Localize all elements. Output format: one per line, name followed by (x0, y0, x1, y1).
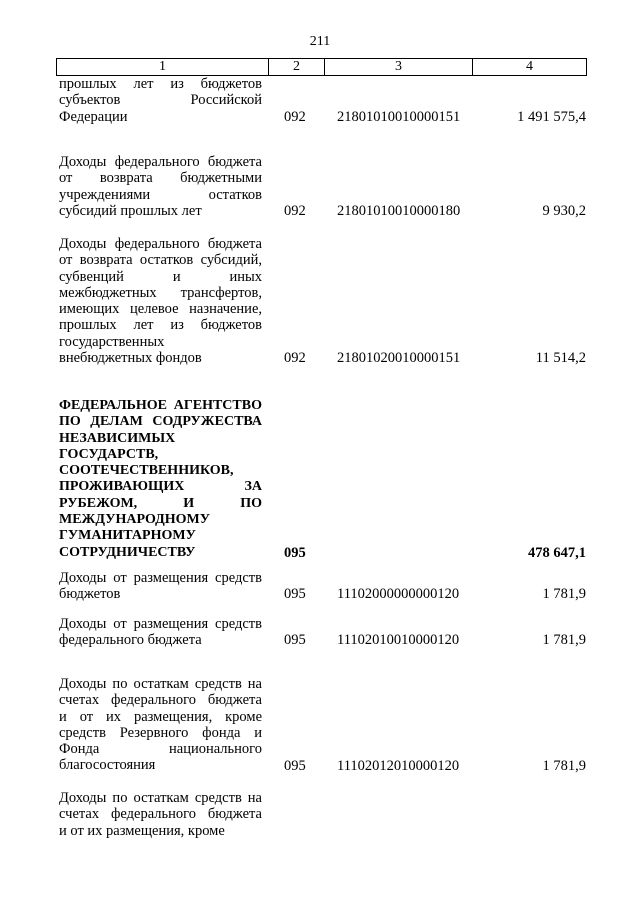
description-line: ПО ДЕЛАМ СОДРУЖЕСТВА (59, 414, 262, 430)
admin-code: 095 (284, 544, 306, 561)
budget-classification-code: 21801020010000151 (337, 350, 461, 367)
budget-classification-code: 11102012010000120 (337, 757, 460, 774)
description-line: субвенций и иных (59, 268, 262, 285)
description-line: Доходы по остаткам средств на (59, 790, 262, 806)
description-line: Доходы федерального бюджета (59, 154, 262, 170)
description-line: прошлых лет из бюджетов (59, 317, 262, 334)
column-header-2: 2 (269, 59, 325, 76)
admin-code: 092 (284, 108, 306, 125)
admin-code: 092 (284, 350, 306, 367)
amount-value: 1 781,9 (542, 586, 586, 603)
row-description (59, 76, 262, 125)
budget-classification-code: 21801010010000180 (337, 202, 461, 219)
budget-classification-code: 11102000000000120 (337, 586, 460, 603)
budget-classification-code: 11102010010000120 (337, 632, 460, 649)
admin-code: 092 (284, 202, 306, 219)
amount-value: 478 647,1 (528, 544, 586, 561)
description-line: прошлых лет из бюджетов (59, 76, 262, 92)
description-line: Доходы по остаткам средств на (59, 676, 262, 692)
row-description (59, 236, 262, 366)
description-line: Доходы от размещения средств (59, 570, 262, 586)
amount-value: 11 514,2 (535, 350, 586, 367)
description-line: от возврата остатков субсидий, (59, 252, 262, 269)
amount-value: 1 781,9 (542, 632, 586, 649)
description-line: благосостояния (59, 757, 156, 774)
budget-classification-code: 21801010010000151 (337, 108, 461, 125)
column-header-3: 3 (325, 59, 473, 76)
description-line: государственных (59, 333, 165, 350)
amount-value: 1 491 575,4 (517, 108, 586, 125)
description-line: внебюджетных фондов (59, 350, 202, 367)
admin-code: 095 (284, 586, 306, 603)
description-line: учреждениями остатков (59, 186, 262, 203)
description-line: счетах федерального бюджета (59, 806, 262, 823)
row-description (59, 570, 262, 603)
description-line: ФЕДЕРАЛЬНОЕ АГЕНТСТВО (59, 398, 262, 413)
description-line: от возврата бюджетными (59, 170, 262, 187)
description-line: Федерации (59, 108, 128, 125)
description-line: ГУМАНИТАРНОМУ (59, 528, 196, 544)
description-line: СООТЕЧЕСТВЕННИКОВ, (59, 463, 234, 479)
column-header-1: 1 (57, 59, 269, 76)
row-description (59, 154, 262, 219)
description-line: и от их размещения, кроме (59, 708, 262, 725)
description-line: Доходы от размещения средств (59, 616, 262, 632)
description-line: МЕЖДУНАРОДНОМУ (59, 512, 211, 528)
amount-value: 9 930,2 (542, 202, 586, 219)
admin-code: 095 (284, 632, 306, 649)
description-line: межбюджетных трансфертов, (59, 284, 262, 301)
description-line: имеющих целевое назначение, (59, 301, 262, 318)
description-line: счетах федерального бюджета (59, 692, 262, 709)
description-line: и от их размещения, кроме (59, 822, 225, 839)
column-header-4: 4 (473, 59, 587, 76)
description-line: бюджетов (59, 586, 121, 603)
description-line: субсидий прошлых лет (59, 202, 202, 219)
description-line: Фонда национального (59, 741, 262, 758)
description-line: СОТРУДНИЧЕСТВУ (59, 544, 196, 560)
description-line: федерального бюджета (59, 632, 202, 649)
amount-value: 1 781,9 (542, 757, 586, 774)
description-line: НЕЗАВИСИМЫХ (59, 430, 176, 446)
table-header (56, 58, 587, 76)
row-description (59, 616, 262, 649)
row-description (59, 790, 262, 839)
description-line: средств Резервного фонда и (59, 724, 262, 741)
description-line: Доходы федерального бюджета (59, 236, 262, 252)
row-description (59, 398, 262, 561)
description-line: РУБЕЖОМ, И ПО (59, 495, 262, 511)
description-line: субъектов Российской (59, 92, 262, 109)
admin-code: 095 (284, 757, 306, 774)
row-description (59, 676, 262, 774)
page-number: 211 (309, 34, 331, 49)
description-line: ПРОЖИВАЮЩИХ ЗА (59, 479, 262, 495)
description-line: ГОСУДАРСТВ, (59, 446, 159, 462)
